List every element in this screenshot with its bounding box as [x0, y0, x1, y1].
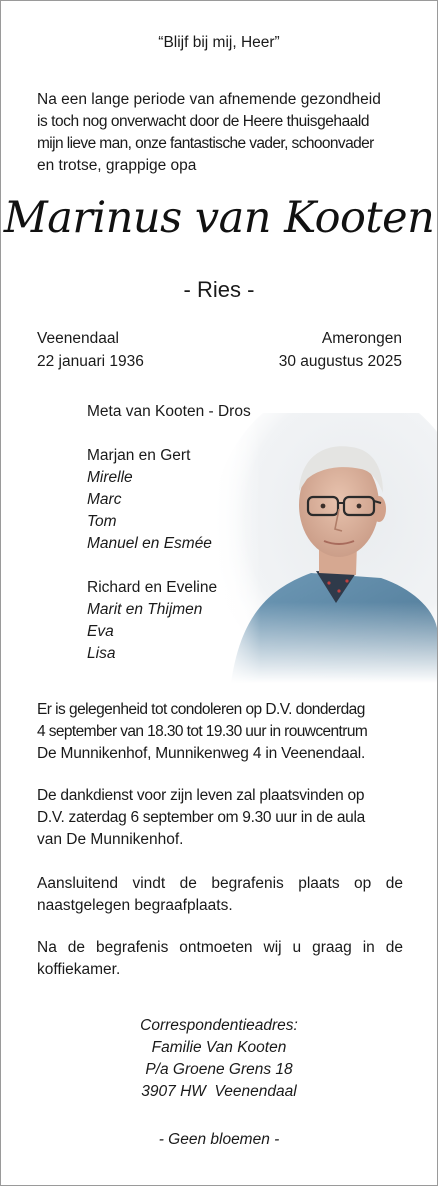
- grandchild-name: Marc: [87, 491, 122, 508]
- death-place: Amerongen: [321, 330, 402, 347]
- death-date: 30 augustus 2025: [278, 353, 402, 370]
- death-info: [279, 327, 402, 373]
- family-parents: Richard en Eveline: [87, 579, 218, 596]
- deceased-nickname: - Ries -: [183, 277, 255, 302]
- grandchild-name: Tom: [87, 513, 117, 530]
- coffee-paragraph: [37, 937, 403, 981]
- paragraph-line: Er is gelegenheid tot condoleren op D.V. donderdag: [37, 701, 365, 718]
- grandchild-name: Lisa: [87, 645, 116, 662]
- burial-paragraph: [37, 873, 403, 917]
- grandchild-name: Manuel en Esmée: [87, 535, 212, 552]
- grandchild-name: Marit en Thijmen: [87, 601, 203, 618]
- intro-line: Na een lange periode van afnemende gezondheid: [37, 91, 381, 108]
- deceased-name: Marinus van Kooten: [3, 193, 435, 243]
- grandchild-name: Mirelle: [87, 469, 133, 486]
- address-line: 3907 HW Veenendaal: [141, 1083, 297, 1100]
- birth-info: [37, 327, 144, 373]
- intro-line: mijn lieve man, onze fantastische vader, schoonvader: [37, 135, 374, 152]
- no-flowers-note: - Geen bloemen -: [158, 1131, 280, 1148]
- paragraph-line: De Munnikenhof, Munnikenweg 4 in Veenendaal.: [37, 745, 366, 762]
- spouse-name: Meta van Kooten - Dros: [87, 403, 251, 420]
- paragraph-line: Aansluitend vindt de begrafenis plaats op de: [37, 875, 403, 892]
- family-list: [87, 401, 251, 665]
- paragraph-line: 4 september van 18.30 tot 19.30 uur in rouwcentrum: [37, 723, 368, 740]
- birth-place: Veenendaal: [37, 330, 119, 347]
- intro-line: en trotse, grappige opa: [37, 157, 197, 174]
- birth-date: 22 januari 1936: [37, 353, 144, 370]
- paragraph-line: Na de begrafenis ontmoeten wij u graag in de: [37, 939, 403, 956]
- family-parents: Marjan en Gert: [87, 447, 191, 464]
- paragraph-line: naastgelegen begraafplaats.: [37, 897, 233, 914]
- correspondence-address: [1, 1015, 437, 1103]
- address-line: Familie Van Kooten: [151, 1039, 287, 1056]
- address-label: Correspondentieadres:: [140, 1017, 298, 1034]
- motto: “Blijf bij mij, Heer”: [158, 34, 280, 51]
- paragraph-line: koffiekamer.: [37, 961, 121, 978]
- paragraph-line: D.V. zaterdag 6 september om 9.30 uur in de aula: [37, 809, 365, 826]
- intro-text: [37, 89, 407, 177]
- intro-line: is toch nog onverwacht door de Heere thuisgehaald: [37, 113, 370, 130]
- address-line: P/a Groene Grens 18: [145, 1061, 293, 1078]
- grandchild-name: Eva: [87, 623, 114, 640]
- paragraph-line: De dankdienst voor zijn leven zal plaatsvinden op: [37, 787, 365, 804]
- service-paragraph: [37, 785, 403, 851]
- paragraph-line: van De Munnikenhof.: [37, 831, 184, 848]
- condolence-paragraph: [37, 699, 403, 765]
